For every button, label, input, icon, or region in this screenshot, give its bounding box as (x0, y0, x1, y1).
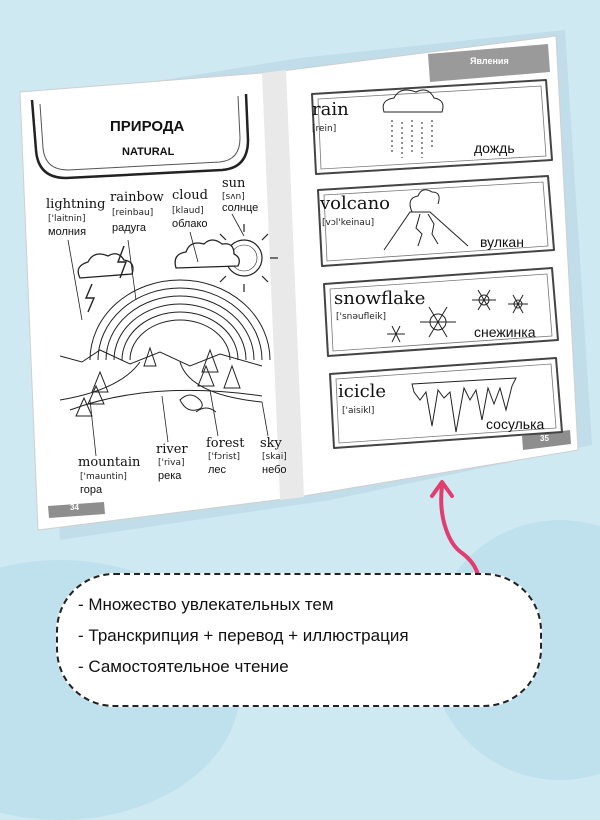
card-word-snowflake: snowflake (334, 288, 426, 309)
label-transcription-mountain: ['mauntin] (80, 472, 127, 482)
label-word-sky: sky (260, 436, 282, 451)
card-translation-rain: дождь (474, 140, 515, 156)
label-transcription-lightning: ['laitnin] (48, 214, 86, 224)
page-number-left: 34 (70, 503, 79, 512)
card-word-volcano: volcano (320, 193, 391, 214)
label-translation-lightning: молния (48, 226, 87, 238)
label-word-mountain: mountain (78, 455, 141, 470)
label-translation-sun: солнце (222, 202, 259, 214)
card-transcription-icicle: ['aisikl] (342, 406, 375, 416)
label-transcription-river: ['riva] (158, 458, 185, 468)
label-translation-river: река (158, 470, 182, 482)
label-word-sun: sun (222, 176, 246, 191)
page-title-ru: ПРИРОДА (110, 118, 185, 135)
page-number-right: 35 (540, 434, 549, 443)
card-transcription-volcano: [vɔl'keinau] (322, 218, 375, 228)
label-word-rainbow: rainbow (110, 190, 164, 205)
left-page (20, 72, 292, 530)
label-translation-cloud: облако (172, 218, 208, 230)
label-translation-mountain: гора (80, 484, 103, 496)
card-word-rain: rain (312, 99, 349, 120)
label-transcription-sky: [skai] (262, 452, 287, 462)
section-header: Явления (470, 56, 509, 66)
card-translation-icicle: сосулька (486, 416, 545, 432)
label-translation-rainbow: радуга (112, 222, 147, 234)
card-word-icicle: icicle (338, 381, 387, 402)
promo-bullet: - Транскрипция + перевод + иллюстрация (78, 626, 409, 645)
promo-bullet: - Множество увлекательных тем (78, 595, 334, 614)
promo-bullet: - Самостоятельное чтение (78, 657, 289, 676)
card-translation-snowflake: снежинка (474, 324, 536, 340)
label-transcription-cloud: [klaud] (172, 206, 204, 216)
label-word-river: river (156, 442, 188, 457)
page-title-en: NATURAL (122, 146, 175, 158)
label-transcription-forest: ['fɔrist] (208, 452, 241, 462)
label-word-cloud: cloud (172, 188, 208, 203)
card-transcription-snowflake: ['snəufleik] (336, 312, 387, 322)
card-transcription-rain: [rein] (312, 124, 337, 134)
label-transcription-rainbow: [reinbau] (112, 208, 154, 218)
label-transcription-sun: [sʌn] (222, 192, 245, 202)
label-word-forest: forest (206, 436, 245, 451)
label-translation-sky: небо (262, 464, 287, 476)
label-word-lightning: lightning (46, 197, 106, 212)
label-translation-forest: лес (208, 464, 227, 476)
card-translation-volcano: вулкан (480, 234, 524, 250)
